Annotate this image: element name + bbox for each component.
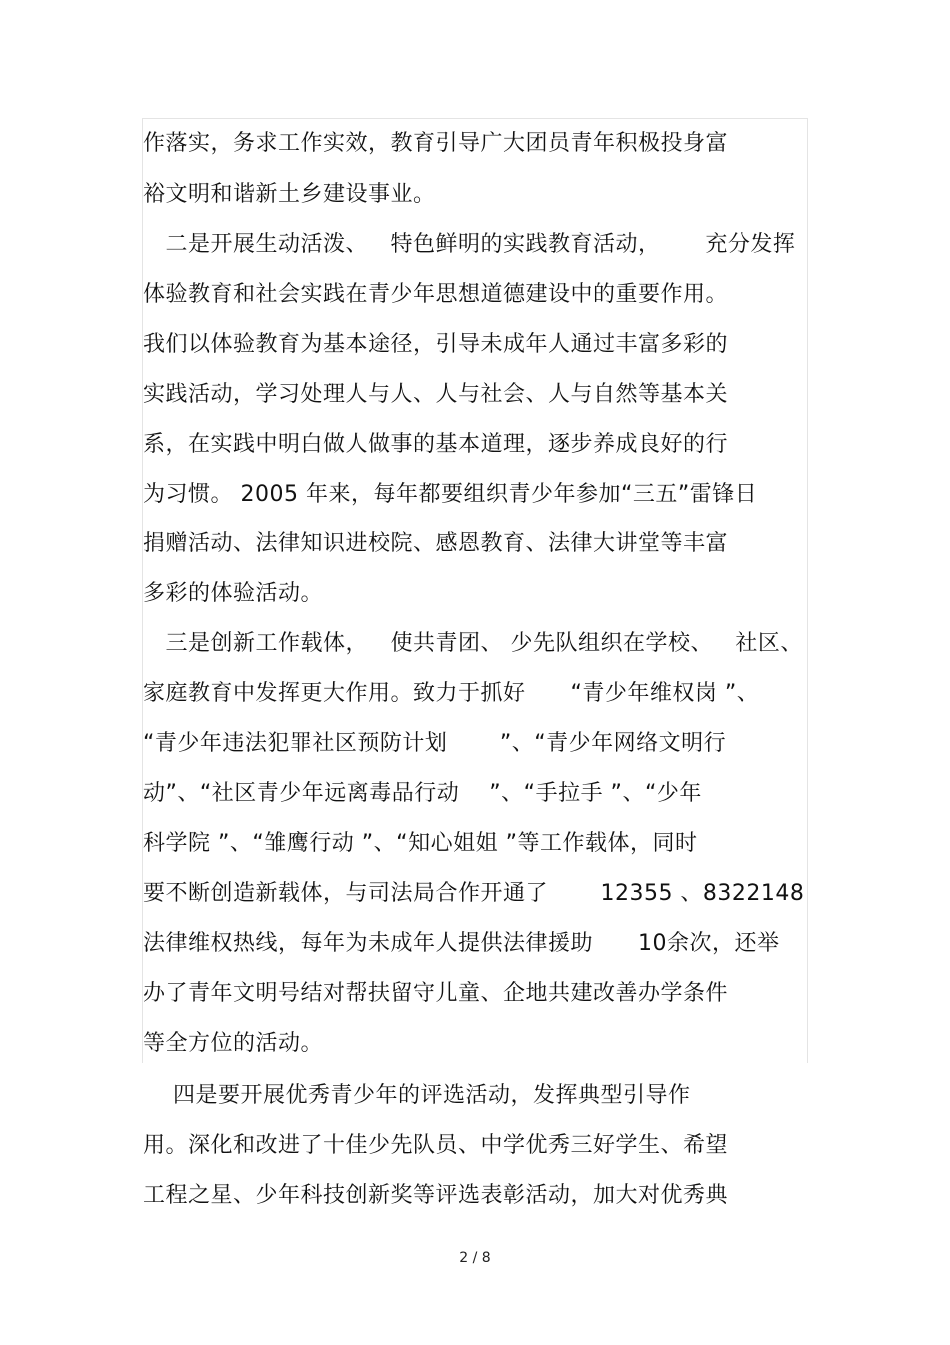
text-line: 二是开展生动活泼、 特色鲜明的实践教育活动， 充分发挥 — [143, 232, 796, 257]
text-line: 动”、“社区青少年远离毒品行动 ”、“手拉手 ”、“少年 — [143, 781, 702, 806]
text-line: 捐赠活动、法律知识进校院、感恩教育、法律大讲堂等丰富 — [143, 531, 729, 556]
page-number: 2 / 8 — [459, 1250, 491, 1266]
text-line: 科学院 ”、“雏鹰行动 ”、“知心姐姐 ”等工作载体，同时 — [143, 831, 698, 856]
text-line: 体验教育和社会实践在青少年思想道德建设中的重要作用。 — [143, 282, 729, 307]
text-line: 用。深化和改进了十佳少先队员、中学优秀三好学生、希望 — [143, 1133, 729, 1158]
text-line: 裕文明和谐新土乡建设事业。 — [143, 182, 436, 207]
text-line: 工程之星、少年科技创新奖等评选表彰活动，加大对优秀典 — [143, 1183, 729, 1208]
text-line: 为习惯。 2005 年来，每年都要组织青少年参加“三五”雷锋日 — [143, 482, 758, 507]
text-line: 家庭教育中发挥更大作用。致力于抓好 “青少年维权岗 ”、 — [143, 681, 760, 706]
text-line: 四是要开展优秀青少年的评选活动，发挥典型引导作 — [143, 1083, 691, 1108]
text-line: 系，在实践中明白做人做事的基本道理，逐步养成良好的行 — [143, 432, 729, 457]
text-line: 法律维权热线，每年为未成年人提供法律援助 10余次，还举 — [143, 931, 780, 956]
text-line: “青少年违法犯罪社区预防计划 ”、“青少年网络文明行 — [143, 731, 727, 756]
text-line: 等全方位的活动。 — [143, 1031, 324, 1056]
text-line: 办了青年文明号结对帮扶留守儿童、企地共建改善办学条件 — [143, 981, 729, 1006]
text-line: 作落实，务求工作实效，教育引导广大团员青年积极投身富 — [143, 131, 729, 156]
text-line: 实践活动，学习处理人与人、人与社会、人与自然等基本关 — [143, 382, 729, 407]
text-line: 多彩的体验活动。 — [143, 581, 324, 606]
text-line: 三是创新工作载体， 使共青团、 少先队组织在学校、 社区、 — [143, 631, 803, 656]
text-line: 要不断创造新载体，与司法局合作开通了 12355 、8322148 — [143, 881, 805, 906]
text-line: 我们以体验教育为基本途径，引导未成年人通过丰富多彩的 — [143, 332, 729, 357]
